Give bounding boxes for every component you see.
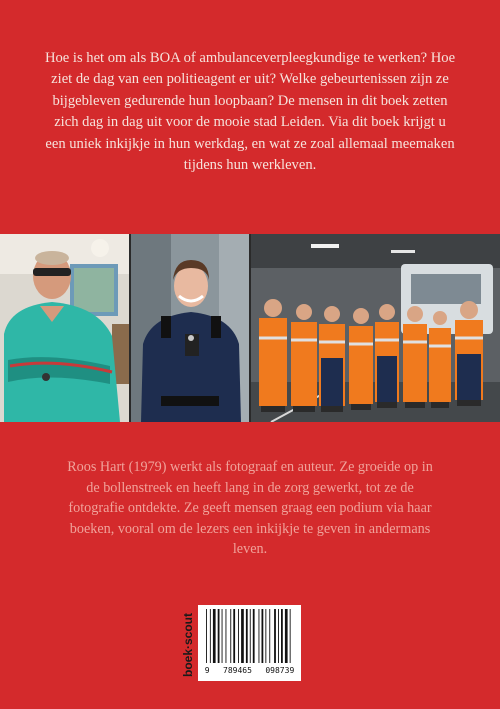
crew-illustration (251, 234, 500, 422)
barcode-bar (230, 609, 231, 663)
barcode-bar (290, 609, 291, 663)
barcode-bar (226, 609, 227, 663)
isbn-digits-right: 098739 (265, 666, 295, 675)
barcode-bar (222, 609, 223, 663)
barcode-bars (198, 605, 301, 667)
barcode-bar (241, 609, 244, 663)
barcode-bar (259, 609, 260, 663)
paramedic-illustration (0, 234, 129, 422)
barcode-bar (233, 609, 235, 663)
back-cover-blurb: Hoe is het om als BOA of ambulanceverpleegkundige te werken? Hoe ziet de dag van een politieagent er uit? Welke gebeurtenissen zijn ze bijgebleven gedurende hun loopbaan? De mensen in dit boek zetten zich dag in dag uit voor de mooie stad Leiden. Via dit boek krijgt u een uniek inkijkje in hun werkdag, en wat ze zoal allemaal meemaken tijdens hun werkleven. (44, 50, 456, 174)
barcode-bar (253, 609, 255, 663)
barcode-bar (274, 609, 276, 663)
barcode-bar (262, 609, 264, 663)
barcode-bar (213, 609, 216, 663)
photo-strip (0, 234, 500, 422)
isbn-digits (198, 666, 301, 680)
barcode-bar (218, 609, 220, 663)
photo-paramedic (0, 234, 129, 422)
police-officer-illustration (131, 234, 249, 422)
barcode-bar (269, 609, 270, 663)
barcode-bar (265, 609, 266, 663)
isbn-digit-first: 9 (204, 666, 210, 675)
barcode-bar (281, 609, 283, 663)
publisher-logo-mark (176, 605, 198, 681)
publisher-logo-text: boek·scout (181, 612, 195, 677)
barcode-bar (238, 609, 239, 663)
barcode-bar (278, 609, 279, 663)
photo-police-officer (131, 234, 249, 422)
publisher-logo (176, 605, 198, 681)
barcode-bar (210, 609, 211, 663)
barcode-bar (285, 609, 288, 663)
barcode-bar (250, 609, 251, 663)
isbn-barcode (198, 605, 301, 681)
barcode-bar (206, 609, 207, 663)
barcode-bar (246, 609, 248, 663)
isbn-digits-left: 789465 (223, 666, 252, 675)
author-bio: Roos Hart (1979) werkt als fotograaf en auteur. Ze groeide op in de bollenstreek en heeft lang in de zorg gewerkt, tot ze de fotografie ontdekte. Ze geeft mensen graag een podium via haar boeken, vooral om de lezers een inkijkje te geven in andermans leven. (67, 459, 433, 558)
photo-sanitation-crew (251, 234, 500, 422)
